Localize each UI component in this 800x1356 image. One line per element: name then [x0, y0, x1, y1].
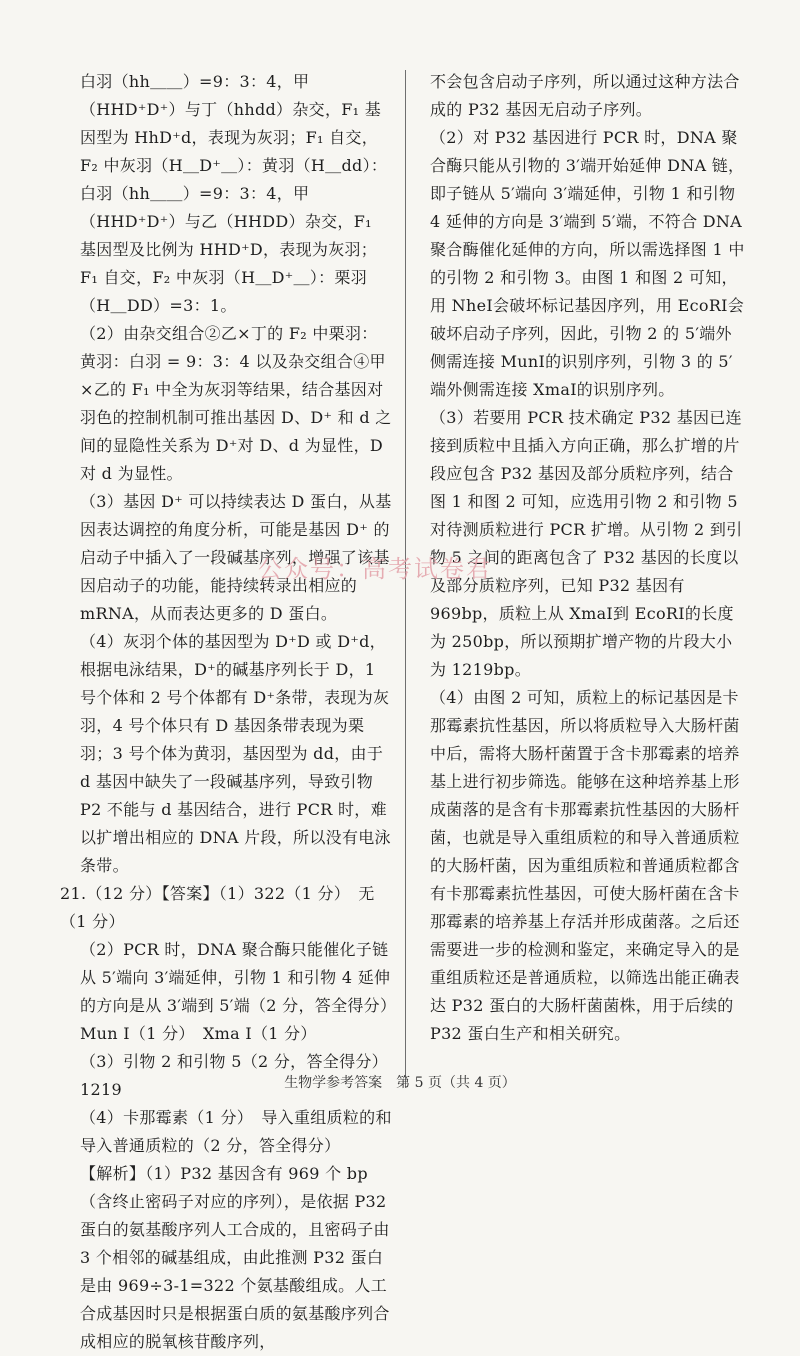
- analysis-1-continued: 不会包含启动子序列，所以通过这种方法合成的 P32 基因无启动子序列。: [430, 72, 740, 119]
- paragraph-answer-2: （2）由杂交组合②乙×丁的 F₂ 中栗羽：黄羽：白羽 = 9：3：4 以及杂交组合④甲×乙的 F₁ 中全为灰羽等结果，结合基因对羽色的控制机制可推出基因 D、D⁺ 和 d 之间的显隐性关系为 D⁺对 D、d 为显性，D 对 d 为显性。: [80, 324, 392, 483]
- question-21-answer-4: （4）卡那霉素（1 分） 导入重组质粒的和导入普通质粒的（2 分，答全得分）: [80, 1108, 392, 1155]
- analysis-3: （3）若要用 PCR 技术确定 P32 基因已连接到质粒中且插入方向正确，那么扩增的片段应包含 P32 基因及部分质粒序列，结合图 1 和图 2 可知，应选用引物 2 和引物 5 对待测质粒进行 PCR 扩增。从引物 2 到引物 5 之间的距离包含了 P32 基因的长度以及部分质粒序列，已知 P32 基因有 969bp，质粒上从 XmaⅠ到 EcoRⅠ的长度为 250bp，所以预期扩增产物的片段大小为 1219bp。: [430, 408, 743, 679]
- question-21-answer-3: （3）引物 2 和引物 5（2 分，答全得分） 1219: [80, 1052, 397, 1099]
- paragraph-genotype-ratios: 白羽（hh＿＿）=9：3：4，甲（HHD⁺D⁺）与丁（hhdd）杂交，F₁ 基因型为 HhD⁺d，表现为灰羽；F₁ 自交，F₂ 中灰羽（H＿D⁺＿）：黄羽（H＿dd）：白羽（hh＿＿）=9：3：4，甲（HHD⁺D⁺）与乙（HHDD）杂交，F₁ 基因型及比例为 HHD⁺D，表现为灰羽；F₁ 自交，F₂ 中灰羽（H＿D⁺＿）：栗羽（H＿DD）=3：1。: [80, 72, 388, 315]
- paragraph-answer-4: （4）灰羽个体的基因型为 D⁺D 或 D⁺d，根据电泳结果，D⁺的碱基序列长于 D，1 号个体和 2 号个体都有 D⁺条带，表现为灰羽，4 号个体只有 D 基因条带表现为栗羽；3 号个体为黄羽，基因型为 dd，由于 d 基因中缺失了一段碱基序列，导致引物 P2 不能与 d 基因结合，进行 PCR 时，难以扩增出相应的 DNA 片段，所以没有电泳条带。: [80, 632, 391, 875]
- question-21-analysis-1: 【解析】（1）P32 基因含有 969 个 bp（含终止密码子对应的序列），是依据 P32 蛋白的氨基酸序列人工合成的，且密码子由 3 个相邻的碱基组成，由此推测 P32 蛋白是由 969÷3-1=322 个氨基酸组成。人工合成基因时只是根据蛋白质的氨基酸序列合成相应的脱氧核苷酸序列，: [80, 1164, 390, 1351]
- analysis-2: （2）对 P32 基因进行 PCR 时，DNA 聚合酶只能从引物的 3′端开始延伸 DNA 链，即子链从 5′端向 3′端延伸，引物 1 和引物 4 延伸的方向是 3′端到 5′端，不符合 DNA 聚合酶催化延伸的方向，所以需选择图 1 中的引物 2 和引物 3。由图 1 和图 2 可知，用 NheⅠ会破坏标记基因序列，用 EcoRⅠ会破坏启动子序列，因此，引物 2 的 5′端外侧需连接 MunⅠ的识别序列，引物 3 的 5′端外侧需连接 XmaⅠ的识别序列。: [430, 128, 745, 399]
- question-21-answer-header: 21.（12 分）【答案】（1）322（1 分） 无（1 分）: [60, 884, 375, 931]
- analysis-4: （4）由图 2 可知，质粒上的标记基因是卡那霉素抗性基因，所以将质粒导入大肠杆菌中后，需将大肠杆菌置于含卡那霉素的培养基上进行初步筛选。能够在这种培养基上形成菌落的是含有卡那霉素抗性基因的大肠杆菌，也就是导入重组质粒的和导入普通质粒的大肠杆菌，因为重组质粒和普通质粒都含有卡那霉素抗性基因，可使大肠杆菌在含卡那霉素的培养基上存活并形成菌落。之后还需要进一步的检测和鉴定，来确定导入的是重组质粒还是普通质粒，以筛选出能正确表达 P32 蛋白的大肠杆菌菌株，用于后续的 P32 蛋白生产和相关研究。: [430, 688, 740, 1043]
- paragraph-answer-3: （3）基因 D⁺ 可以持续表达 D 蛋白，从基因表达调控的角度分析，可能是基因 D⁺ 的启动子中插入了一段碱基序列，增强了该基因启动子的功能，能持续转录出相应的 mRNA，从而表达更多的 D 蛋白。: [80, 492, 392, 623]
- watermark: 公众号：高考试卷君: [258, 555, 492, 583]
- page-footer: 生物学参考答案 第 5 页（共 4 页）: [284, 1075, 516, 1091]
- question-21-answer-2: （2）PCR 时，DNA 聚合酶只能催化子链从 5′端向 3′端延伸，引物 1 和引物 4 延伸的方向是从 3′端到 5′端（2 分，答全得分） Mun Ⅰ（1 分） Xma Ⅰ（1 分）: [80, 940, 405, 1043]
